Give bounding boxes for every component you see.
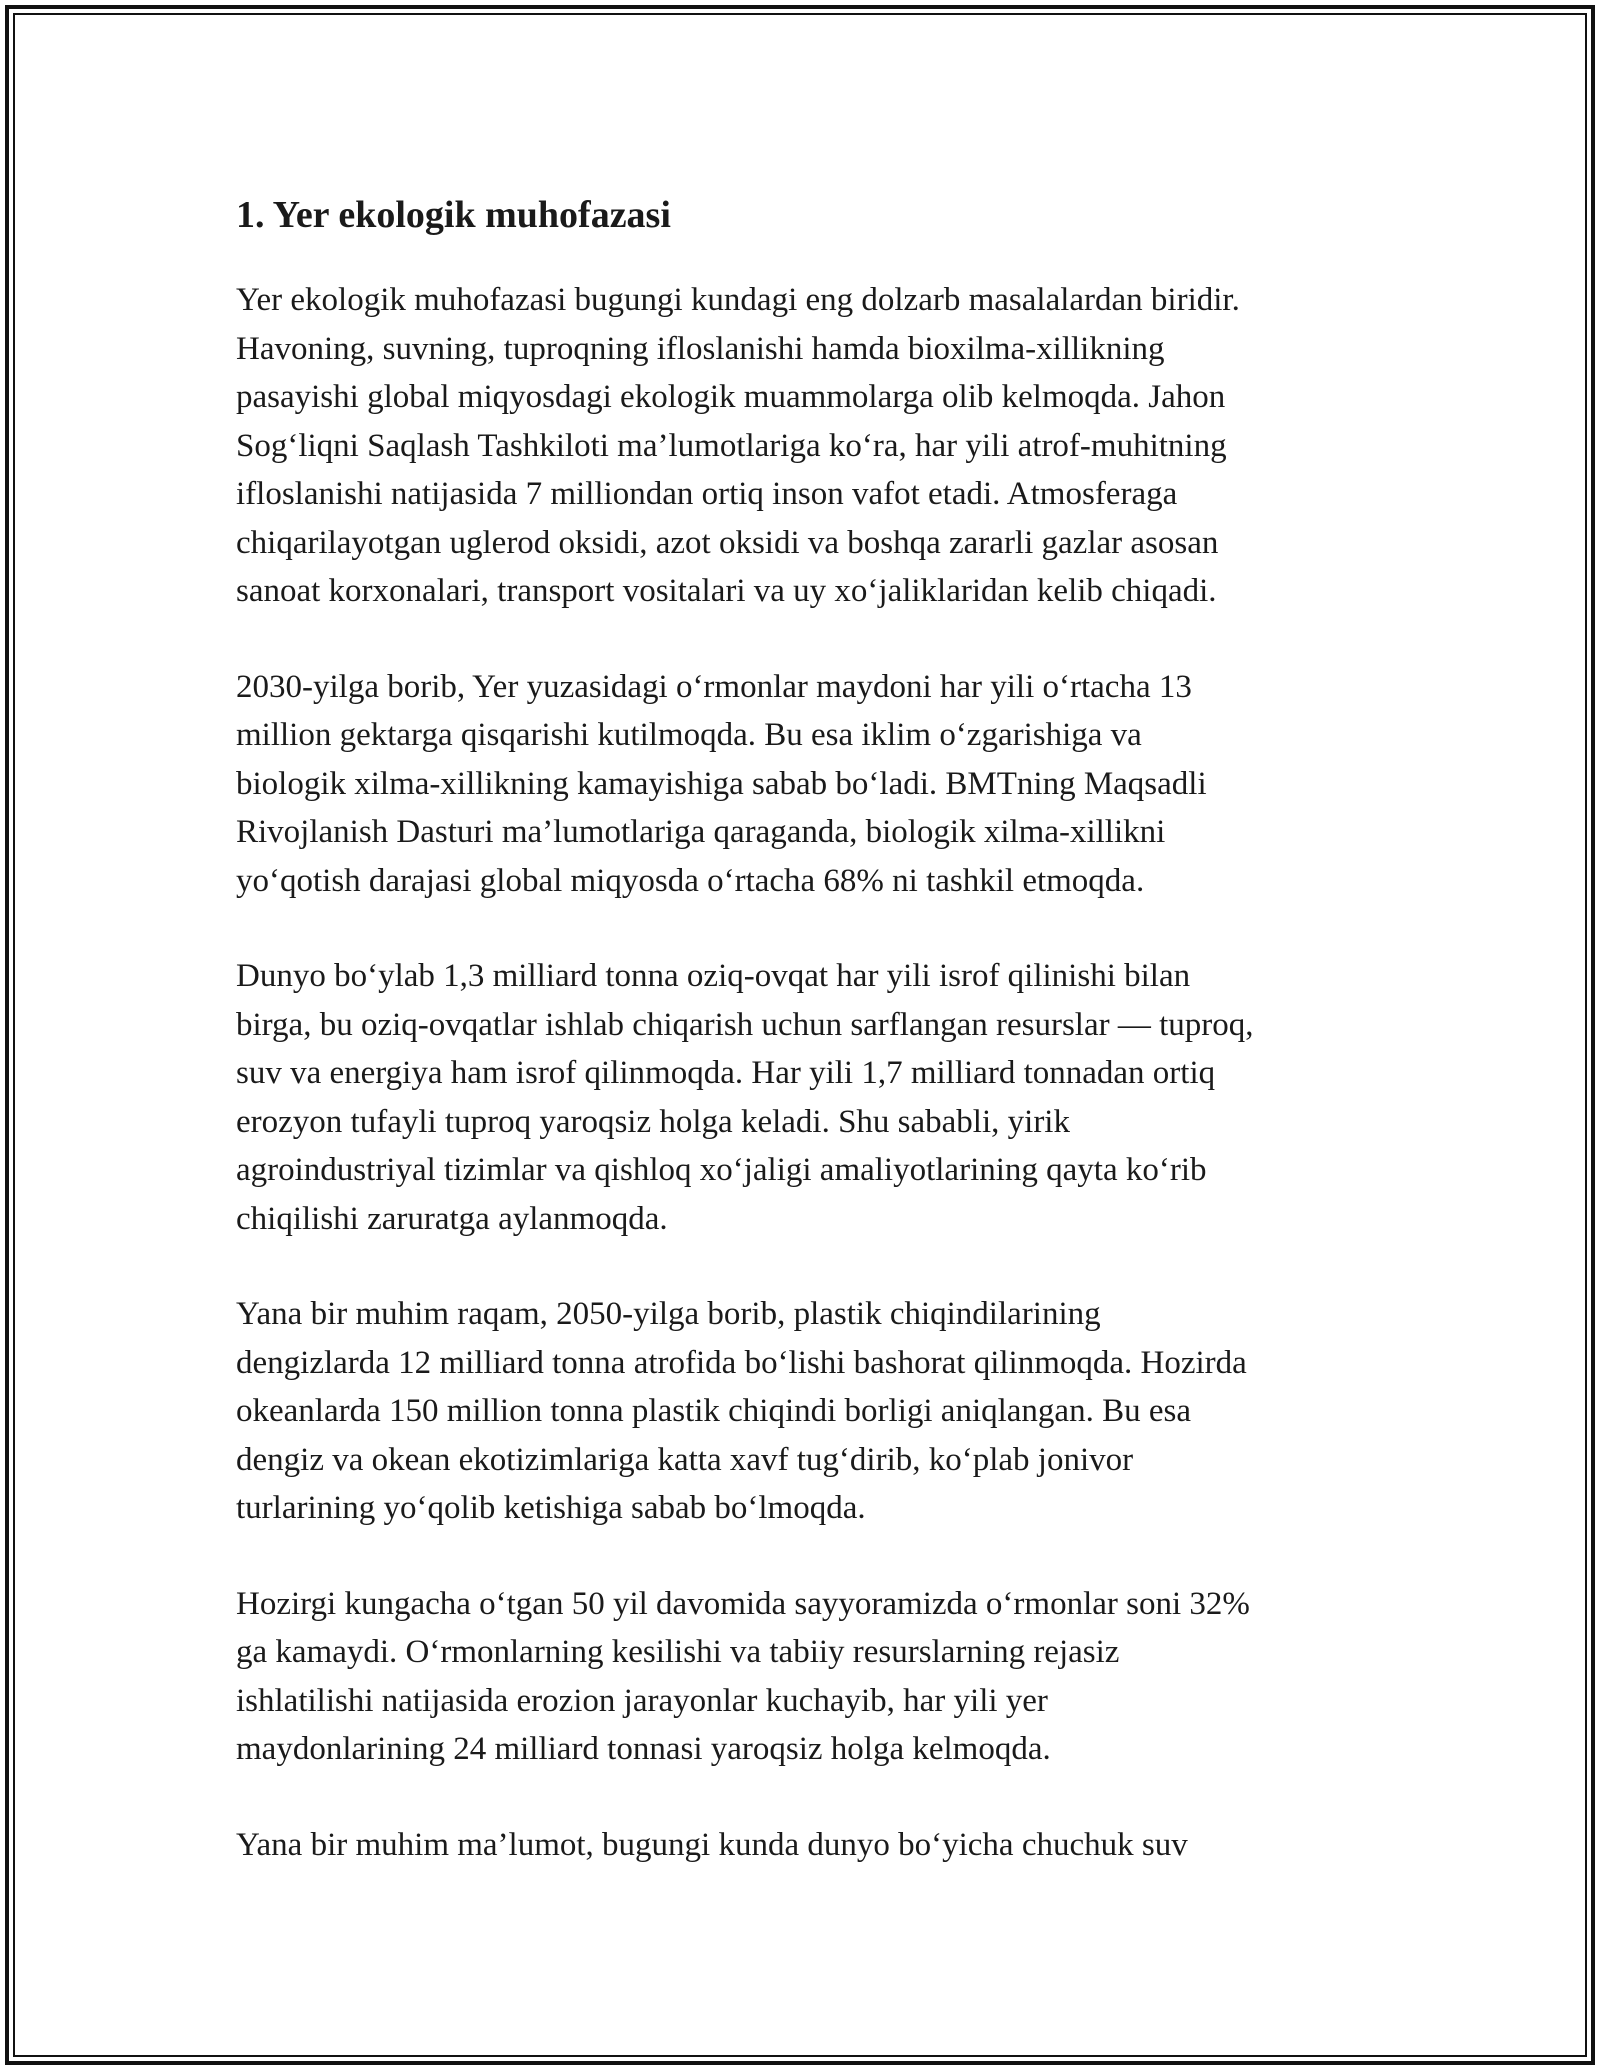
- paragraph-line: dengiz va okean ekotizimlariga katta xavf tug‘dirib, ko‘plab jonivor: [236, 1441, 1134, 1478]
- document-body: [236, 184, 1416, 1916]
- paragraph: [236, 663, 1416, 906]
- paragraph-line: erozyon tufayli tuproq yaroqsiz holga keladi. Shu sababli, yirik: [236, 1103, 1070, 1140]
- paragraph-line: chiqarilayotgan uglerod oksidi, azot oksidi va boshqa zararli gazlar asosan: [236, 524, 1219, 561]
- paragraph-line: million gektarga qisqarishi kutilmoqda. Bu esa iklim o‘zgarishiga va: [236, 717, 1142, 753]
- paragraph-line: agroindustriyal tizimlar va qishloq xo‘jaligi amaliyotlarining qayta ko‘rib: [236, 1152, 1207, 1188]
- paragraph-line: Dunyo bo‘ylab 1,3 milliard tonna oziq-ovqat har yili isrof qilinishi bilan: [236, 958, 1191, 994]
- paragraph-line: yo‘qotish darajasi global miqyosda o‘rtacha 68% ni tashkil etmoqda.: [236, 862, 1145, 899]
- paragraph-line: ishlatilishi natijasida erozion jarayonlar kuchayib, har yili yer: [236, 1682, 1048, 1719]
- paragraph-line: 2030-yilga borib, Yer yuzasidagi o‘rmonlar maydoni har yili o‘rtacha 13: [236, 668, 1192, 705]
- paragraph: [236, 1580, 1416, 1774]
- paragraph-line: pasayishi global miqyosdagi ekologik muammolarga olib kelmoqda. Jahon: [236, 379, 1226, 415]
- paragraph-line: birga, bu oziq-ovqatlar ishlab chiqarish uchun sarflangan resurslar — tuproq,: [236, 1006, 1254, 1043]
- paragraph: [236, 1821, 1416, 1870]
- document-title: 1. Yer ekologik muhofazasi: [236, 194, 671, 236]
- paragraph-line: dengizlarda 12 milliard tonna atrofida bo‘lishi bashorat qilinmoqda. Hozirda: [236, 1344, 1247, 1381]
- paragraph: [236, 1290, 1416, 1533]
- paragraph-line: suv va energiya ham isrof qilinmoqda. Har yili 1,7 milliard tonnadan ortiq: [236, 1055, 1216, 1091]
- paragraph-line: Yer ekologik muhofazasi bugungi kundagi eng dolzarb masalalardan biridir.: [236, 282, 1240, 318]
- paragraph: [236, 952, 1416, 1243]
- paragraph-line: biologik xilma-xillikning kamayishiga sabab bo‘ladi. BMTning Maqsadli: [236, 765, 1207, 802]
- paragraph-line: ifloslanishi natijasida 7 milliondan ortiq inson vafot etadi. Atmosferaga: [236, 476, 1178, 512]
- paragraph-line: turlarining yo‘qolib ketishiga sabab bo‘lmoqda.: [236, 1490, 866, 1526]
- paragraph-line: Sog‘liqni Saqlash Tashkiloti ma’lumotlariga ko‘ra, har yili atrof-muhitning: [236, 427, 1227, 464]
- paragraph-line: chiqilishi zaruratga aylanmoqda.: [236, 1200, 668, 1237]
- paragraph-list: [236, 276, 1416, 1869]
- paragraph-line: sanoat korxonalari, transport vositalari va uy xo‘jaliklaridan kelib chiqadi.: [236, 573, 1217, 609]
- paragraph-line: ga kamaydi. O‘rmonlarning kesilishi va tabiiy resurslarning rejasiz: [236, 1634, 1120, 1670]
- paragraph-line: Rivojlanish Dasturi ma’lumotlariga qaraganda, biologik xilma-xillikni: [236, 814, 1166, 850]
- paragraph: [236, 276, 1416, 616]
- paragraph-line: okeanlarda 150 million tonna plastik chiqindi borligi aniqlangan. Bu esa: [236, 1393, 1191, 1429]
- paragraph-line: maydonlarining 24 milliard tonnasi yaroqsiz holga kelmoqda.: [236, 1731, 1051, 1767]
- paragraph-line: Yana bir muhim raqam, 2050-yilga borib, plastik chiqindilarining: [236, 1296, 1101, 1332]
- paragraph-line: Havoning, suvning, tuproqning ifloslanishi hamda bioxilma-xillikning: [236, 330, 1165, 367]
- paragraph-line: Hozirgi kungacha o‘tgan 50 yil davomida sayyoramizda o‘rmonlar soni 32%: [236, 1585, 1250, 1622]
- paragraph-line: Yana bir muhim ma’lumot, bugungi kunda dunyo bo‘yicha chuchuk suv: [236, 1826, 1188, 1863]
